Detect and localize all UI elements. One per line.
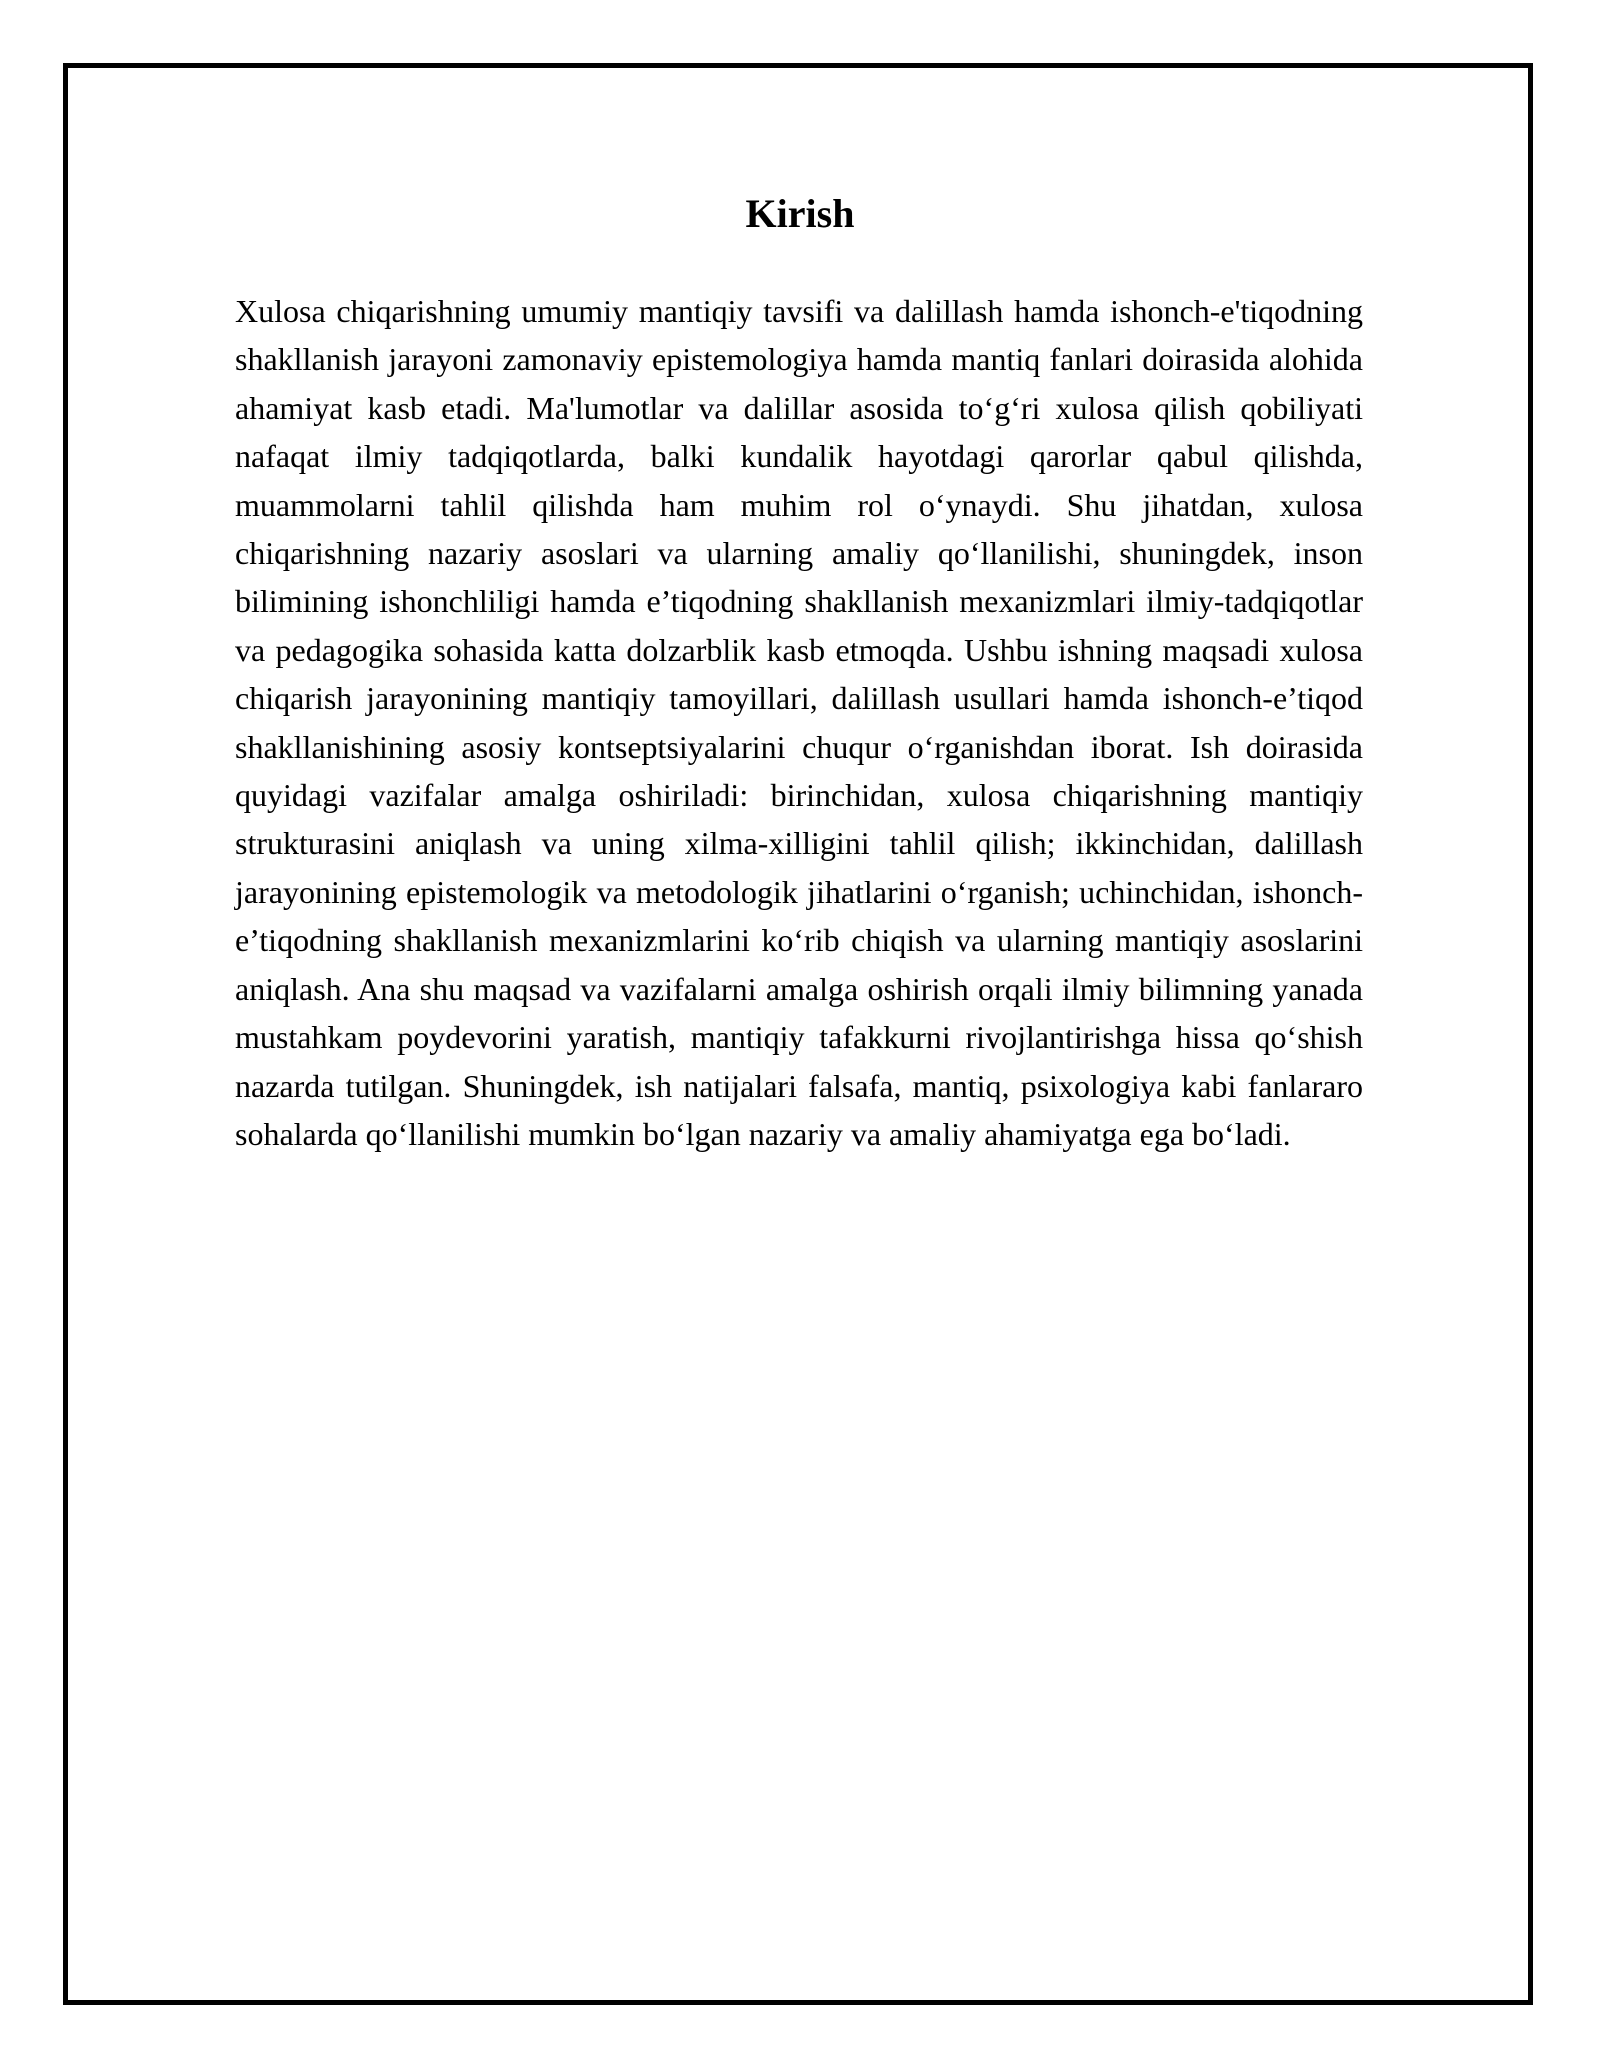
body-paragraph: Xulosa chiqarishning umumiy mantiqiy tavsifi va dalillash hamda ishonch-e'tiqodning shakllanish jarayoni zamonaviy epistemologiya hamda mantiq fanlari doirasida alohida ahamiyat kasb etadi. Ma'lumotlar va dalillar asosida to‘g‘ri xulosa qilish qobiliyati nafaqat ilmiy tadqiqotlarda, balki kundalik hayotdagi qarorlar qabul qilishda, muammolarni tahlil qilishda ham muhim rol o‘ynaydi. Shu jihatdan, xulosa chiqarishning nazariy asoslari va ularning amaliy qo‘llanilishi, shuningdek, inson bilimining ishonchliligi hamda e’tiqodning shakllanish mexanizmlari ilmiy-tadqiqotlar va pedagogika sohasida katta dolzarblik kasb etmoqda. Ushbu ishning maqsadi xulosa chiqarish jarayonining mantiqiy tamoyillari, dalillash usullari hamda ishonch-e’tiqod shakllanishining asosiy kontseptsiyalarini chuqur o‘rganishdan iborat. Ish doirasida quyidagi vazifalar amalga oshiriladi: birinchidan, xulosa chiqarishning mantiqiy strukturasini aniqlash va uning xilma-xilligini tahlil qilish; ikkinchidan, dalillash jarayonining epistemologik va metodologik jihatlarini o‘rganish; uchinchidan, ishonch-e’tiqodning shakllanish mexanizmlarini ko‘rib chiqish va ularning mantiqiy asoslarini aniqlash. Ana shu maqsad va vazifalarni amalga oshirish orqali ilmiy bilimning yanada mustahkam poydevorini yaratish, mantiqiy tafakkurni rivojlantirishga hissa qo‘shish nazarda tutilgan. Shuningdek, ish natijalari falsafa, mantiq, psixologiya kabi fanlararo sohalarda qo‘llanilishi mumkin bo‘lgan nazariy va amaliy ahamiyatga ega bo‘ladi.: [235, 293, 1363, 1152]
page-title: Kirish: [745, 191, 855, 236]
